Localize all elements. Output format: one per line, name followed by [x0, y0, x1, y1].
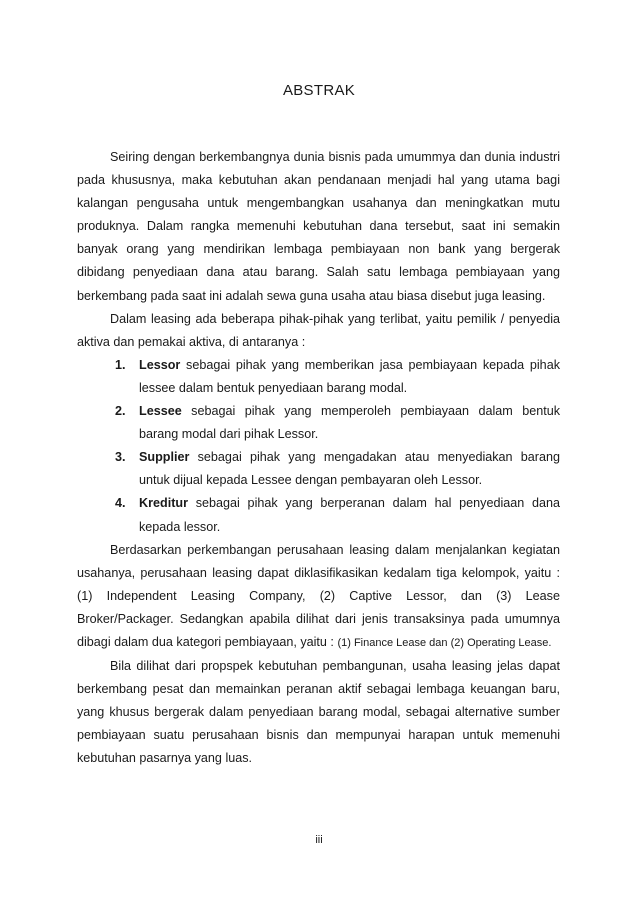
paragraph-parties: Dalam leasing ada beberapa pihak-pihak yang terlibat, yaitu pemilik / penyedia aktiva dan pemakai aktiva, di antaranya : [77, 311, 560, 349]
list-text: sebagai pihak yang memberikan jasa pembiayaan kepada pihak lessee dalam bentuk penyediaan barang modal. [139, 357, 560, 395]
page-title: ABSTRAK [282, 82, 356, 99]
list-text: sebagai pihak yang berperanan dalam hal penyediaan dana kepada lessor. [139, 496, 560, 534]
list-number: 3. [115, 450, 126, 465]
list-term: Supplier [139, 450, 190, 465]
list-number: 2. [115, 404, 126, 419]
list-item [77, 446, 560, 492]
list-term: Lessor [139, 357, 181, 372]
list-term: Kreditur [139, 496, 188, 511]
list-item [77, 492, 560, 538]
list-item [77, 400, 560, 446]
paragraph-intro: Seiring dengan berkembangnya dunia bisnis pada umummya dan dunia industri pada khususnya, maka kebutuhan akan pendanaan menjadi hal yang utama bagi kalangan pengusaha untuk mengembangkan usahanya dan meningkatkan mutu produknya. Dalam rangka memenuhi kebutuhan dana tersebut, saat ini semakin banyak orang yang mendirikan lembaga pembiayaan non bank yang bergerak dibidang penyediaan dana atau barang. Salah satu lembaga pembiayaan yang berkembang pada saat ini adalah sewa guna usaha atau biasa disebut juga leasing. [77, 150, 560, 303]
list-number: 1. [115, 357, 126, 372]
list-number: 4. [115, 496, 126, 511]
list-text: sebagai pihak yang mengadakan atau menyediakan barang untuk dijual kepada Lessee dengan pembayaran oleh Lessor. [139, 450, 560, 488]
classification-text: Berdasarkan perkembangan perusahaan leasing dalam menjalankan kegiatan usahanya, perusahaan leasing dapat diklasifikasikan kedalam tiga kelompok, yaitu : (1) Independent Leasing Company, (2) Captive Lessor, dan (3) Lease Broker/Packager. Sedangkan apabila dilihat dari jenis transaksinya pada umumnya dibagi dalam dua kategori pembiayaan, yaitu : [77, 542, 560, 649]
list-text: sebagai pihak yang memperoleh pembiayaan dalam bentuk barang modal dari pihak Lessor. [139, 404, 561, 442]
classification-categories: (1) Finance Lease dan (2) Operating Lease. [337, 636, 552, 649]
list-item [77, 354, 560, 400]
paragraph-prospect: Bila dilihat dari propspek kebutuhan pembangunan, usaha leasing jelas dapat berkembang pesat dan memainkan peranan aktif sebagai lembaga keuangan baru, yang khusus bergerak dalam penyediaan barang modal, sebagai alternative sumber pembiayaan suatu perusahaan bisnis dan mempunyai harapan untuk memenuhi kebutuhan pasarnya yang luas. [77, 659, 560, 766]
abstract-body [77, 146, 560, 771]
parties-list [77, 354, 560, 539]
list-term: Lessee [139, 404, 182, 419]
paragraph-classification [77, 539, 560, 655]
page-number: iii [315, 834, 323, 846]
